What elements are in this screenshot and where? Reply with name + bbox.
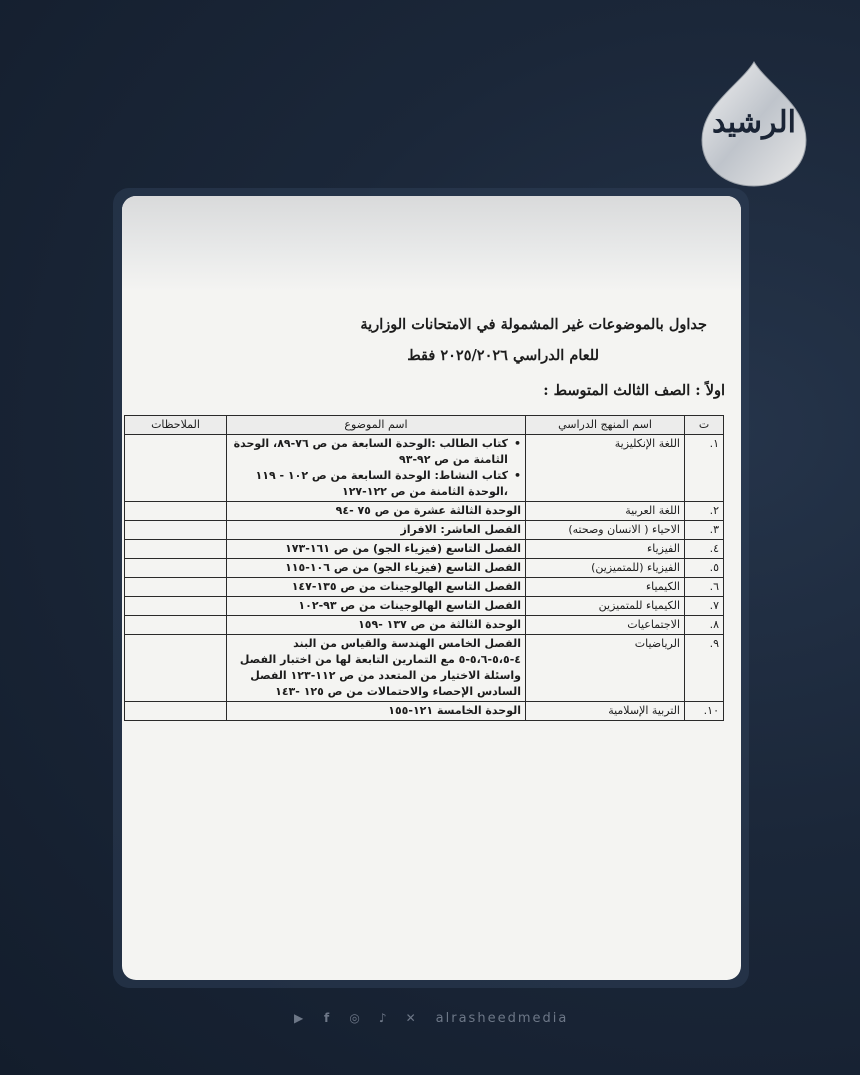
row-notes xyxy=(125,578,227,597)
row-num: ٥. xyxy=(685,559,724,578)
row-topic: الوحدة الثالثة عشرة من ص ٧٥ -٩٤ xyxy=(227,502,526,521)
row-subject: الفيزياء (للمتميزين) xyxy=(526,559,685,578)
table-row xyxy=(125,559,724,578)
table-header-row xyxy=(125,416,724,435)
bullet-text: كتاب النشاط: الوحدة السابعة من ص ١٠٢ - ١١٩ ،الوحدة الثامنة من ص ١٢٢-١٢٧ xyxy=(255,469,508,498)
row-subject: الكيمياء للمتميزين xyxy=(526,597,685,616)
row-topic: الفصل التاسع (فيزياء الجو) من ص ١٠٦-١١٥ xyxy=(227,559,526,578)
document-card xyxy=(122,196,741,980)
header-notes: الملاحظات xyxy=(125,416,227,435)
row-notes xyxy=(125,702,227,721)
table-row xyxy=(125,578,724,597)
row-notes xyxy=(125,597,227,616)
row-topic: الوحدة الثالثة من ص ١٣٧ -١٥٩ xyxy=(227,616,526,635)
row-subject: الاجتماعيات xyxy=(526,616,685,635)
instagram-icon[interactable]: ◎ xyxy=(349,1011,360,1025)
background-watermark xyxy=(745,480,855,780)
row-subject: الكيمياء xyxy=(526,578,685,597)
row-num: ١. xyxy=(685,435,724,502)
header-num: ت xyxy=(685,416,724,435)
row-topic: الفصل الخامس الهندسة والقياس من البند ٤-٥،٥-٥،٦-٥ مع التمارين التابعة لها من اختبار الفصل واسئلة الاختيار من المتعدد من ص ١١٢-١٢٣ الفصل السادس الإحصاء والاحتمالات من ص ١٢٥ -١٤٣ xyxy=(227,635,526,702)
social-footer xyxy=(0,1008,860,1028)
row-num: ١٠. xyxy=(685,702,724,721)
row-topic xyxy=(227,435,526,502)
document-subtitle: للعام الدراسي ٢٠٢٥/٢٠٢٦ فقط xyxy=(407,347,599,364)
row-num: ٦. xyxy=(685,578,724,597)
table-row xyxy=(125,635,724,702)
subjects-table xyxy=(124,415,724,721)
header-topic: اسم الموضوع xyxy=(227,416,526,435)
row-notes xyxy=(125,616,227,635)
row-subject: اللغة الإنكليزية xyxy=(526,435,685,502)
row-subject: اللغة العربية xyxy=(526,502,685,521)
row-notes xyxy=(125,521,227,540)
row-notes xyxy=(125,502,227,521)
row-topic: الفصل التاسع الهالوجينات من ص ٩٣-١٠٢ xyxy=(227,597,526,616)
row-num: ٩. xyxy=(685,635,724,702)
x-icon[interactable]: ✕ xyxy=(405,1011,416,1025)
row-topic: الوحدة الخامسة ١٢١-١٥٥ xyxy=(227,702,526,721)
row-notes xyxy=(125,540,227,559)
row-topic: الفصل العاشر: الافراز xyxy=(227,521,526,540)
social-handle[interactable]: alrasheedmedia xyxy=(435,1010,569,1026)
row-num: ٧. xyxy=(685,597,724,616)
row-num: ٣. xyxy=(685,521,724,540)
logo-text: الرشيد xyxy=(712,105,796,140)
row-notes xyxy=(125,435,227,502)
table-row xyxy=(125,521,724,540)
scan-shading xyxy=(122,196,741,291)
bullet-item xyxy=(231,436,521,468)
table-row xyxy=(125,435,724,502)
section-heading: اولاً : الصف الثالث المتوسط : xyxy=(543,382,725,399)
row-subject: الرياضيات xyxy=(526,635,685,702)
table-row xyxy=(125,702,724,721)
document-title: جداول بالموضوعات غير المشمولة في الامتحانات الوزارية xyxy=(360,316,707,333)
table-row xyxy=(125,502,724,521)
row-subject: الفيزياء xyxy=(526,540,685,559)
row-topic: الفصل التاسع (فيزياء الجو) من ص ١٦١-١٧٣ xyxy=(227,540,526,559)
table-row xyxy=(125,540,724,559)
row-num: ٢. xyxy=(685,502,724,521)
row-notes xyxy=(125,635,227,702)
youtube-icon[interactable]: ▶ xyxy=(294,1011,304,1025)
header-subject: اسم المنهج الدراسي xyxy=(526,416,685,435)
row-num: ٨. xyxy=(685,616,724,635)
tiktok-icon[interactable]: ♪ xyxy=(378,1011,387,1025)
table-row xyxy=(125,597,724,616)
row-notes xyxy=(125,559,227,578)
bullet-dot: • xyxy=(513,469,521,482)
alrasheed-logo xyxy=(698,60,810,190)
row-subject: التربية الإسلامية xyxy=(526,702,685,721)
table-row xyxy=(125,616,724,635)
row-topic: الفصل التاسع الهالوجينات من ص ١٣٥-١٤٧ xyxy=(227,578,526,597)
facebook-icon[interactable]: f xyxy=(324,1011,330,1025)
row-subject: الاحياء ( الانسان وصحته) xyxy=(526,521,685,540)
bullet-text: كتاب الطالب :الوحدة السابعة من ص ٧٦-٨٩، الوحدة الثامنة من ص ٩٢-٩٣ xyxy=(233,437,508,466)
bullet-item xyxy=(231,468,521,500)
row-num: ٤. xyxy=(685,540,724,559)
bullet-dot: • xyxy=(513,437,521,450)
